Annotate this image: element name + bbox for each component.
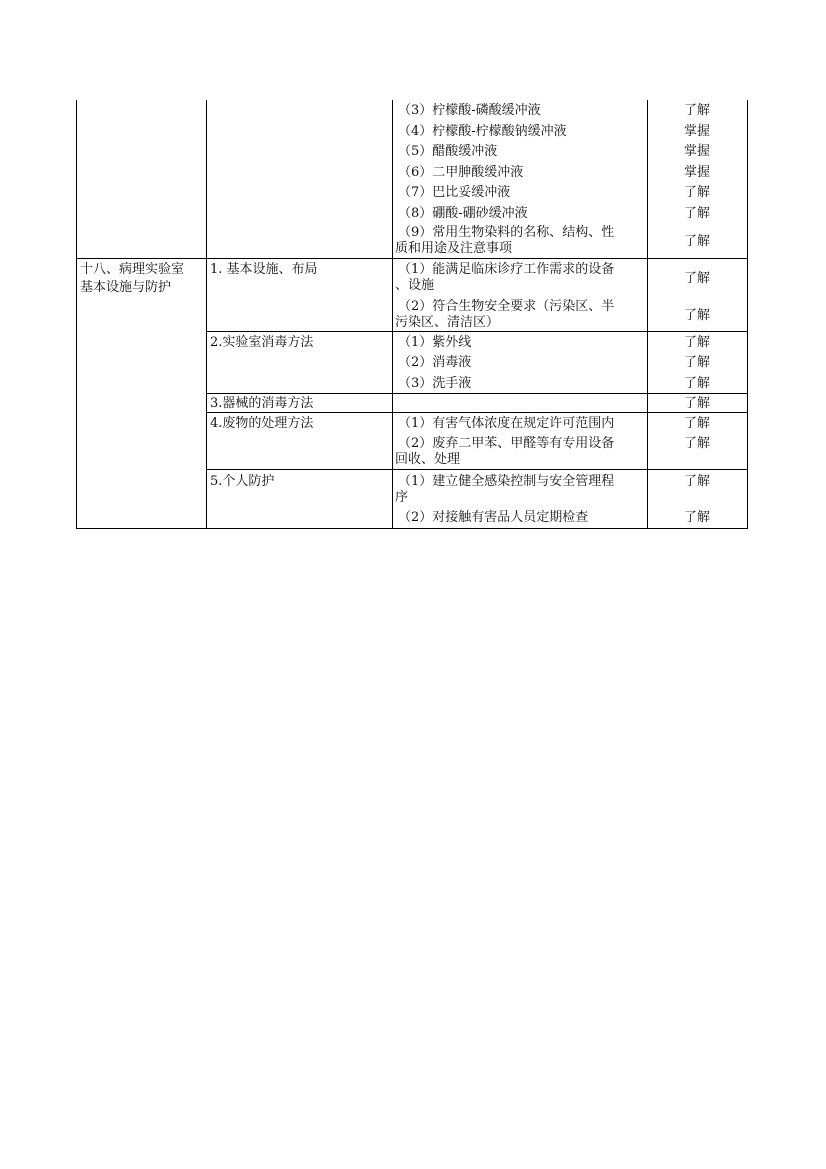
content-item: （8）硼酸-硼砂缓冲液 xyxy=(398,206,528,221)
unit-title-line1: 十八、病理实验室 xyxy=(80,262,185,277)
row-divider xyxy=(206,393,747,394)
requirement-level: 了解 xyxy=(683,436,710,451)
row-divider xyxy=(206,469,747,470)
requirement-level: 掌握 xyxy=(683,165,710,180)
requirement-level: 了解 xyxy=(683,474,710,489)
requirement-level: 了解 xyxy=(683,185,710,200)
requirement-level: 了解 xyxy=(683,234,710,249)
content-item-line1: （2）废弃二甲苯、甲醛等有专用设备 xyxy=(398,436,615,451)
content-item-line2: 污染区、清洁区） xyxy=(395,315,500,330)
requirement-level: 了解 xyxy=(683,206,710,221)
requirement-level: 了解 xyxy=(683,335,710,350)
content-item-line1: （2）符合生物安全要求（污染区、半 xyxy=(398,299,615,314)
content-item: （3）洗手液 xyxy=(398,376,472,391)
content-item: （2）消毒液 xyxy=(398,355,472,370)
content-item-line2: 回收、处理 xyxy=(395,452,461,467)
subunit-title: 2.实验室消毒方法 xyxy=(210,335,314,350)
syllabus-table xyxy=(76,100,748,529)
column-divider xyxy=(392,100,393,528)
requirement-level: 了解 xyxy=(683,308,710,323)
content-item: （4）柠檬酸-柠檬酸钠缓冲液 xyxy=(398,124,567,139)
column-divider xyxy=(206,100,207,528)
content-item: （6）二甲胂酸缓冲液 xyxy=(398,165,524,180)
content-item: （3）柠檬酸-磷酸缓冲液 xyxy=(398,103,541,118)
content-item: （7）巴比妥缓冲液 xyxy=(398,185,511,200)
requirement-level: 了解 xyxy=(683,103,710,118)
content-item-line2: 质和用途及注意事项 xyxy=(395,241,513,256)
row-divider xyxy=(206,412,747,413)
requirement-level: 掌握 xyxy=(683,144,710,159)
content-item: （1）紫外线 xyxy=(398,335,472,350)
content-item-line2: 序 xyxy=(395,490,409,505)
requirement-level: 了解 xyxy=(683,376,710,391)
unit-title-line2: 基本设施与防护 xyxy=(80,280,172,295)
content-item: （5）醋酸缓冲液 xyxy=(398,144,498,159)
requirement-level: 了解 xyxy=(683,416,710,431)
content-item-line2: 、设施 xyxy=(395,278,435,293)
requirement-level: 了解 xyxy=(683,271,710,286)
subunit-title: 1. 基本设施、布局 xyxy=(210,262,318,277)
subunit-title: 4.废物的处理方法 xyxy=(210,416,314,431)
content-item: （1）有害气体浓度在规定许可范围内 xyxy=(398,416,615,431)
requirement-level: 了解 xyxy=(683,355,710,370)
row-divider xyxy=(206,331,747,332)
subunit-title: 3.器械的消毒方法 xyxy=(210,396,314,411)
requirement-level: 掌握 xyxy=(683,124,710,139)
content-item-line1: （9）常用生物染料的名称、结构、性 xyxy=(398,225,615,240)
content-item: （2）对接触有害品人员定期检查 xyxy=(398,510,589,525)
subunit-title: 5.个人防护 xyxy=(210,474,275,489)
row-divider xyxy=(77,258,747,259)
content-item-line1: （1）建立健全感染控制与安全管理程 xyxy=(398,474,615,489)
content-item-line1: （1）能满足临床诊疗工作需求的设备 xyxy=(398,262,615,277)
requirement-level: 了解 xyxy=(683,396,710,411)
requirement-level: 了解 xyxy=(683,510,710,525)
